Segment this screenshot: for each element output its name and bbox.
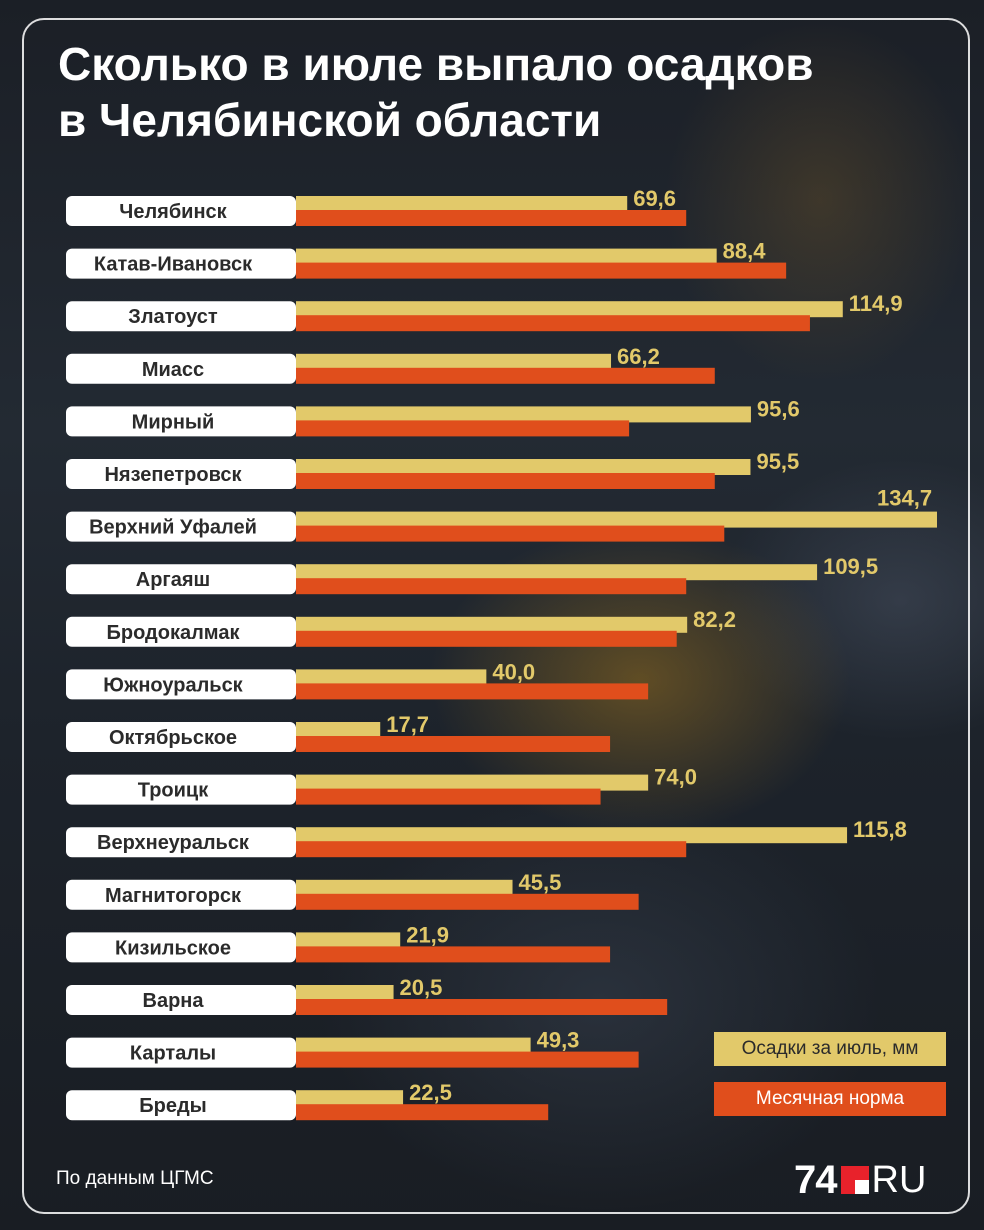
data-label: 66,2 xyxy=(617,343,660,369)
logo-square-icon xyxy=(841,1166,869,1194)
bar-norm xyxy=(296,631,677,647)
data-label: 88,4 xyxy=(722,238,766,264)
category-label: Верхнеуральск xyxy=(97,832,249,855)
bar-norm xyxy=(296,526,724,542)
category-label: Бродокалмак xyxy=(106,621,240,644)
bar-july xyxy=(296,722,380,738)
chart-row xyxy=(66,607,736,647)
chart-row xyxy=(66,186,686,226)
brand-logo xyxy=(794,1158,926,1202)
bar-norm xyxy=(296,473,715,489)
bar-july xyxy=(296,196,627,212)
bar-july xyxy=(296,249,717,265)
category-label: Магнитогорск xyxy=(104,884,242,907)
chart-row xyxy=(66,922,610,962)
bar-norm xyxy=(296,946,610,962)
chart-row xyxy=(66,870,639,910)
data-label: 20,5 xyxy=(399,975,443,1000)
bar-july xyxy=(296,1038,531,1054)
category-label: Карталы xyxy=(129,1042,217,1065)
logo-suffix: RU xyxy=(871,1158,927,1201)
chart-row xyxy=(66,396,800,436)
category-label: Златоуст xyxy=(128,306,218,329)
bar-norm xyxy=(296,736,610,752)
chart-title-line-1: Сколько в июле выпало осадков xyxy=(58,38,814,90)
bar-norm xyxy=(296,894,639,910)
data-label: 109,5 xyxy=(823,554,879,580)
bar-july xyxy=(296,827,847,843)
bar-norm xyxy=(296,1052,639,1068)
category-label: Верхний Уфалей xyxy=(89,516,257,539)
chart-row xyxy=(66,554,878,594)
bar-july xyxy=(296,459,750,475)
bar-july xyxy=(296,775,648,791)
data-label: 115,8 xyxy=(853,817,907,843)
chart-row xyxy=(66,975,667,1015)
logo-number: 74 xyxy=(794,1157,837,1202)
data-label: 134,7 xyxy=(877,485,933,511)
data-label: 69,6 xyxy=(633,186,677,211)
chart-row xyxy=(66,344,715,384)
chart-row xyxy=(66,486,937,542)
data-label: 45,5 xyxy=(518,869,562,895)
bar-norm xyxy=(296,420,629,436)
bar-july xyxy=(296,1090,403,1106)
chart-row xyxy=(66,1028,639,1068)
category-label: Южноуральск xyxy=(103,674,243,697)
category-label: Аргаяш xyxy=(135,569,211,592)
bar-july xyxy=(296,669,486,685)
data-label: 49,3 xyxy=(536,1027,580,1053)
chart-row xyxy=(66,817,907,857)
category-label: Нязепетровск xyxy=(104,464,242,486)
category-label: Октябрьское xyxy=(108,727,238,749)
category-label: Челябинск xyxy=(119,201,227,223)
category-label: Бреды xyxy=(139,1095,207,1118)
chart-row xyxy=(66,291,903,331)
category-label: Катав-Ивановск xyxy=(93,253,253,276)
chart-row xyxy=(66,1080,548,1120)
data-label: 22,5 xyxy=(409,1080,452,1106)
bar-norm xyxy=(296,315,810,331)
bar-july xyxy=(296,512,937,528)
category-label: Варна xyxy=(142,990,204,1012)
data-label: 40,0 xyxy=(492,659,536,685)
bar-july xyxy=(296,932,400,948)
category-label: Кизильское xyxy=(115,937,231,960)
data-label: 95,5 xyxy=(756,449,800,474)
bar-july xyxy=(296,406,751,422)
data-label: 21,9 xyxy=(406,922,450,948)
bar-norm xyxy=(296,841,686,857)
chart-row xyxy=(66,449,799,489)
bar-norm xyxy=(296,999,667,1015)
legend-item-july: Осадки за июль, мм xyxy=(714,1032,946,1066)
bar-norm xyxy=(296,263,786,279)
data-label: 95,6 xyxy=(756,396,800,422)
category-label: Троицк xyxy=(137,779,209,802)
legend-item-norm: Месячная норма xyxy=(714,1082,946,1116)
bar-july xyxy=(296,354,611,370)
source-note: По данным ЦГМС xyxy=(56,1168,214,1189)
bar-july xyxy=(296,617,687,633)
category-label: Миасс xyxy=(141,358,205,381)
bar-norm xyxy=(296,789,601,805)
bar-july xyxy=(296,880,513,896)
data-label: 82,2 xyxy=(693,606,736,632)
bar-july xyxy=(296,564,817,580)
chart-row xyxy=(66,765,697,805)
category-label: Мирный xyxy=(131,411,215,434)
chart-row xyxy=(66,712,610,752)
bar-norm xyxy=(296,578,686,594)
data-label: 114,9 xyxy=(848,291,903,317)
chart-row xyxy=(66,239,786,279)
chart-title-line-2: в Челябинской области xyxy=(58,94,602,146)
bar-july xyxy=(296,985,394,1001)
data-label: 74,0 xyxy=(654,764,697,790)
chart-row xyxy=(66,659,648,699)
data-label: 17,7 xyxy=(386,712,430,737)
bar-july xyxy=(296,301,843,317)
bar-norm xyxy=(296,368,715,384)
bar-norm xyxy=(296,210,686,226)
bar-norm xyxy=(296,683,648,699)
bar-norm xyxy=(296,1104,548,1120)
